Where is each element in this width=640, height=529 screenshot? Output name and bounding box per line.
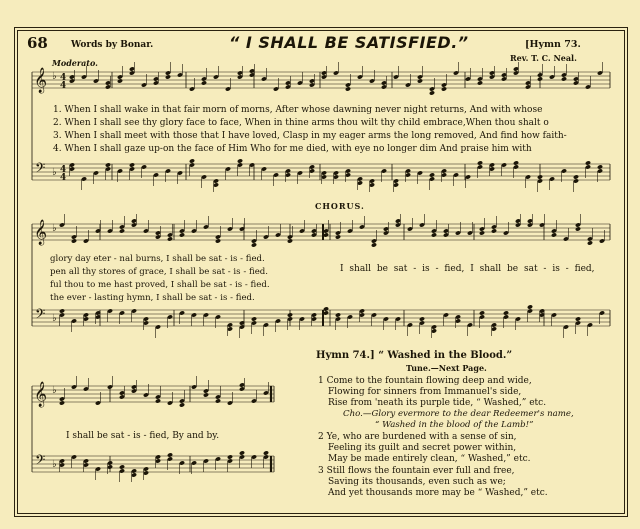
key-flat: ♭ bbox=[52, 167, 57, 178]
hymn74-chorus-line: Cho.—Glory evermore to the dear Redeemer's name, bbox=[343, 409, 574, 419]
note-head bbox=[105, 162, 111, 167]
note-head bbox=[429, 172, 435, 177]
key-flat: ♭ bbox=[52, 313, 57, 324]
chorus-label: CHORUS. bbox=[315, 201, 365, 211]
key-flat: ♭ bbox=[52, 223, 57, 234]
note-head bbox=[179, 232, 185, 237]
hymn-title: “ I SHALL BE SATISFIED.” bbox=[229, 33, 469, 52]
note-head bbox=[119, 228, 125, 233]
note-head bbox=[573, 174, 579, 179]
key-flat: ♭ bbox=[52, 459, 57, 470]
system2-lyric-line: glory day eter - nal burns, I shall be sat - is - fied. bbox=[50, 254, 265, 264]
note-head bbox=[263, 450, 269, 455]
system2-lyric-line: the ever - lasting hymn, I shall be sat - is - fied. bbox=[50, 293, 255, 303]
note-head bbox=[335, 234, 341, 239]
note-head bbox=[585, 160, 591, 165]
verse-line: 3. When I shall meet with those that I have loved, Clasp in my eager arms the long removed, And find how faith- bbox=[53, 131, 567, 141]
note-head bbox=[479, 310, 485, 315]
hymn74-tune: Tune.—Next Page. bbox=[406, 363, 487, 373]
note-head bbox=[477, 80, 483, 85]
note-head bbox=[537, 174, 543, 179]
bass-clef: 𝄢 bbox=[35, 452, 46, 471]
treble-clef: 𝄞 bbox=[34, 220, 48, 245]
system2-lyric-line: ful thou to me hast proved, I shall be sat - is - fied. bbox=[50, 280, 270, 290]
note-head bbox=[237, 158, 243, 163]
hymn-number: [Hymn 73. bbox=[525, 39, 581, 50]
note-head bbox=[575, 316, 581, 321]
note-head bbox=[287, 238, 293, 243]
hymn74-title: Hymn 74.] “ Washed in the Blood.” bbox=[316, 350, 513, 361]
composer-credit: Rev. T. C. Neal. bbox=[510, 53, 577, 63]
note-head bbox=[491, 228, 497, 233]
note-head bbox=[71, 238, 77, 243]
note-head bbox=[179, 402, 185, 407]
note-head bbox=[251, 316, 257, 321]
hymn74-line: Rise from 'neath its purple tide, “ Washed,” etc. bbox=[328, 398, 547, 408]
note-head bbox=[155, 398, 161, 403]
note-head bbox=[335, 312, 341, 317]
verse-line: 1. When I shall wake in that fair morn of morns, After whose dawning never night returns, And with whose bbox=[53, 105, 543, 115]
time-signature: 4 bbox=[60, 165, 67, 175]
note-head bbox=[203, 392, 209, 397]
note-head bbox=[503, 310, 509, 315]
hymn74-line: And yet thousands more may be “ Washed,” etc. bbox=[328, 488, 548, 498]
note-head bbox=[477, 160, 483, 165]
note-head bbox=[117, 78, 123, 83]
time-signature: 4 bbox=[60, 173, 67, 183]
note-head bbox=[201, 80, 207, 85]
note-head bbox=[537, 76, 543, 81]
note-head bbox=[189, 158, 195, 163]
key-flat: ♭ bbox=[52, 385, 57, 396]
note-head bbox=[119, 464, 125, 469]
note-head bbox=[129, 162, 135, 167]
chorus-lyric: I shall be sat - is - fied, I shall be sat - is - fied, bbox=[340, 264, 595, 274]
note-head bbox=[575, 226, 581, 231]
hymn74-line: 2 Ye, who are burdened with a sense of sin, bbox=[318, 432, 517, 442]
key-flat: ♭ bbox=[52, 71, 57, 82]
final-lyric: I shall be sat - is - fied, By and by. bbox=[66, 431, 220, 441]
tempo-marking: Moderato. bbox=[52, 58, 98, 68]
note-head bbox=[587, 240, 593, 245]
note-head bbox=[479, 230, 485, 235]
note-head bbox=[513, 160, 519, 165]
verse-line: 2. When I shall see thy glory face to face, When in thine arms thou wilt thy child embrace,When thou shalt o bbox=[53, 118, 549, 128]
note-head bbox=[167, 452, 173, 457]
note-head bbox=[417, 78, 423, 83]
bass-clef: 𝄢 bbox=[35, 306, 46, 325]
note-head bbox=[239, 450, 245, 455]
note-head bbox=[429, 90, 435, 95]
hymn74-line: 1 Come to the fountain flowing deep and wide, bbox=[318, 376, 532, 386]
time-signature: 4 bbox=[60, 73, 67, 83]
note-head bbox=[527, 304, 533, 309]
hymn74-line: Flowing for sinners from Immanuel's side, bbox=[328, 387, 522, 397]
note-head bbox=[215, 238, 221, 243]
time-signature: 4 bbox=[60, 81, 67, 91]
note-head bbox=[597, 164, 603, 169]
note-head bbox=[419, 316, 425, 321]
treble-clef: 𝄞 bbox=[34, 382, 48, 407]
words-credit: Words by Bonar. bbox=[71, 40, 154, 50]
hymn74-line: Saving its thousands, even such as we; bbox=[328, 477, 506, 487]
note-head bbox=[59, 400, 65, 405]
note-head bbox=[251, 242, 257, 247]
note-head bbox=[287, 312, 293, 317]
note-head bbox=[165, 74, 171, 79]
note-head bbox=[227, 454, 233, 459]
note-head bbox=[345, 86, 351, 91]
treble-clef: 𝄞 bbox=[34, 68, 48, 93]
hymn74-line: 3 Still flows the fountain ever full and free, bbox=[318, 466, 515, 476]
hymn74-line: Feeling its guilt and secret power within, bbox=[328, 443, 517, 453]
hymn74-chorus-line: “ Washed in the blood of the Lamb!” bbox=[375, 420, 534, 430]
note-head bbox=[59, 308, 65, 313]
note-head bbox=[561, 76, 567, 81]
note-head bbox=[441, 86, 447, 91]
note-head bbox=[551, 232, 557, 237]
note-head bbox=[431, 232, 437, 237]
note-head bbox=[371, 242, 377, 247]
hymn74-line: May be made entirely clean, “ Washed,” etc. bbox=[328, 454, 531, 464]
system2-lyric-line: pen all thy stores of grace, I shall be sat - is - fied. bbox=[50, 267, 269, 277]
note-head bbox=[167, 236, 173, 241]
verse-line: 4. When I shall gaze up-on the face of Him Who for me died, with eye no longer dim And praise him with bbox=[53, 144, 532, 154]
bass-clef: 𝄢 bbox=[35, 160, 46, 179]
page-number: 68 bbox=[27, 34, 48, 52]
note-head bbox=[215, 398, 221, 403]
